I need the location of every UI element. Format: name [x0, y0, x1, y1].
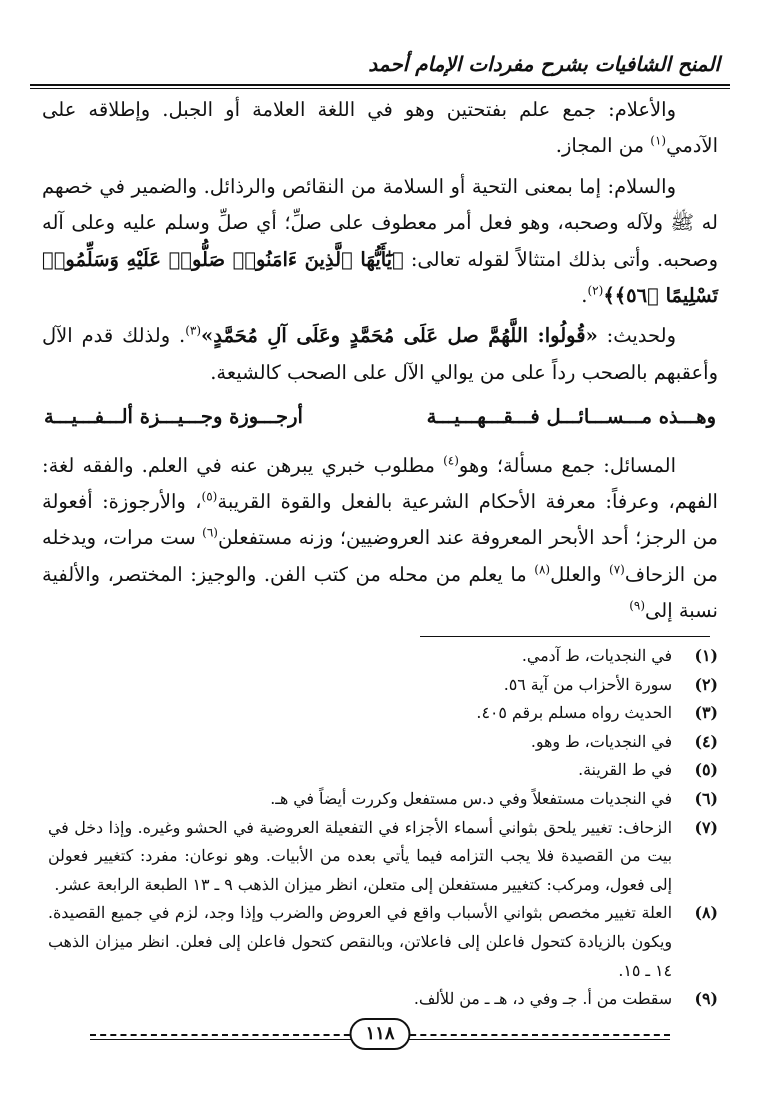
footnote-ref[interactable]: (٧): [609, 562, 625, 577]
verse-second-hemistich: أرجـــوزة وجـــيـــزة ألـــفـــيـــة: [44, 405, 303, 429]
footnote-item: [48, 899, 718, 985]
paragraph-hadith: ولحديث: «قُولُوا: اللَّهُمَّ صل عَلَى مُحَمَّدٍ وعَلَى آلِ مُحَمَّدٍ»$^{(٣)}$. ولذلك قدم الآل وأعقبهم بالصحب رداً على من يوالي الآل على الصحب كالشيعة.: [42, 323, 718, 384]
footer-ornament-left: [90, 1034, 360, 1036]
footnote-ref[interactable]: (٩): [629, 598, 646, 613]
header-rule: [30, 84, 730, 86]
footnote-ref[interactable]: (٥): [201, 489, 218, 504]
footnote-number: (٥): [694, 760, 718, 780]
footer-ornament-right: [400, 1034, 670, 1036]
footnote-separator: [420, 636, 710, 637]
footnote-item: [48, 671, 718, 700]
page-number: ١١٨: [349, 1018, 410, 1050]
page-footer: [30, 1014, 730, 1054]
footnote-text: في النجديات، ط آدمي.: [521, 646, 672, 665]
footnote-number: (٢): [694, 674, 718, 694]
quran-verse: ﴿يَٰٓأَيُّهَا ٱلَّذِينَ ءَامَنُوا۟ صَلُّوا۟ عَلَيْهِ وَسَلِّمُوا۟ تَسْلِيمًا ﴿٥٦﴾﴾: [42, 247, 718, 308]
footnote-text: في النجديات مستفعلاً وفي د.س مستفعل وكررت أيضاً في هـ.: [270, 788, 672, 808]
footnote-text: الزحاف: تغيير يلحق بثواني أسماء الأجزاء في التفعيلة العروضية في الحشو وغيره. وإذا دخل في بيت من القصيدة فلا يجب التزامه فيما يأتي بعده من الأبيات. وهو نوعان: مفرد: كتغيير فعولن إلى فعول، ومركب: كتغيير مستفعلن إلى متعلن، انظر ميزان الذهب ٩ ـ ١٣ الطبعة الرابعة عشر.: [48, 817, 672, 894]
footnote-number: (٧): [694, 817, 718, 837]
poem-verse: [42, 399, 718, 435]
header-rule-thin: [30, 88, 730, 89]
footnote-item: [48, 728, 718, 757]
footnote-ref[interactable]: (٤): [443, 453, 459, 468]
footnote-number: (٦): [694, 788, 718, 808]
footnote-ref[interactable]: (٦): [202, 525, 218, 540]
footnote-item: [48, 756, 718, 785]
footnote-number: (٨): [694, 903, 718, 923]
paragraph-masail: المسائل: جمع مسألة؛ وهو$^{(٤)}$ مطلوب خبري يبرهن عنه في العلم. والفقه لغة: الفهم، وعرفاً: معرفة الأحكام الشرعية بالفعل والقوة القريبة$^{(٥)}$، والأرجوزة: أفعولة من الرجز؛ أحد الأبحر المعروفة عند العروضيين؛ وزنه مستفعلن$^{(٦)}$ ست مرات، ويدخله من الزحاف$^{(٧)}$ والعلل$^{(٨)}$ ما يعلم من محله من كتب الفن. والوجيز: المختصر، والألفية نسبة إلى$^{(٩)}$: [42, 453, 718, 623]
footnote-text: سقطت من أ. جـ وفي د، هـ ـ من للألف.: [413, 989, 672, 1009]
running-header-title: المنح الشافيات بشرح مفردات الإمام أحمد: [368, 52, 720, 76]
footnote-text: في ط القرينة.: [578, 760, 672, 780]
footnote-text: الحديث رواه مسلم برقم ٤٠٥.: [476, 703, 672, 723]
paragraph-salam: والسلام: إما بمعنى التحية أو السلامة من النقائص والرذائل. والضمير في خصهم له ﷺ ولآله وصحبه، وهو فعل أمر معطوف على صلِّ؛ أي صلِّ وسلم عليه وعلى آله وصحبه. وأتى بذلك امتثالاً لقوله تعالى: ﴿يَٰٓأَيُّهَا ٱلَّذِينَ ءَامَنُوا۟ صَلُّوا۟ عَلَيْهِ وَسَلِّمُوا۟ تَسْلِيمًا ﴿٥٦﴾﴾$^{(٢)}$.: [42, 174, 718, 308]
footer-ornament-right-thin: [400, 1039, 670, 1040]
footnote-number: (٤): [694, 731, 718, 751]
footnote-item: [48, 642, 718, 671]
footnote-item: [48, 985, 718, 1014]
footnote-number: (٣): [694, 703, 718, 723]
footnote-text: سورة الأحزاب من آية ٥٦.: [503, 674, 672, 694]
footnote-text: العلة تغيير مخصص بثواني الأسباب واقع في العروض والضرب وإذا وجد، لزم في جميع القصيدة. ويكون بالزيادة كتحول فاعلن إلى فاعلاتن، وبالنقص كتحول فاعلن إلى فعلن. انظر ميزان الذهب ١٤ ـ ١٥.: [48, 903, 672, 980]
footnote-item: [48, 785, 718, 814]
footnote-ref[interactable]: (٨): [534, 562, 551, 577]
hadith-quote: «قُولُوا: اللَّهُمَّ صل عَلَى مُحَمَّدٍ وعَلَى آلِ مُحَمَّدٍ»: [201, 324, 598, 348]
main-text: [42, 92, 718, 630]
footnote-ref[interactable]: (٣): [185, 323, 202, 338]
footnote-number: (٩): [694, 989, 718, 1009]
footnote-item: [48, 814, 718, 900]
footnote-text: في النجديات، ط وهو.: [530, 731, 672, 751]
footnote-number: (١): [694, 646, 718, 665]
footnote-item: [48, 699, 718, 728]
footer-ornament-left-thin: [90, 1039, 360, 1040]
verse-first-hemistich: وهـــذه مـــســـائـــل فـــقـــهـــيـــة: [426, 405, 716, 429]
footnote-ref[interactable]: (١): [650, 133, 667, 148]
footnote-ref[interactable]: (٢): [587, 283, 604, 298]
paragraph-alam: والأعلام: جمع علم بفتحتين وهو في اللغة العلامة أو الجبل. وإطلاقه على الآدمي$^{(١)}$ من المجاز.: [42, 98, 718, 158]
footnotes: [48, 642, 718, 1014]
